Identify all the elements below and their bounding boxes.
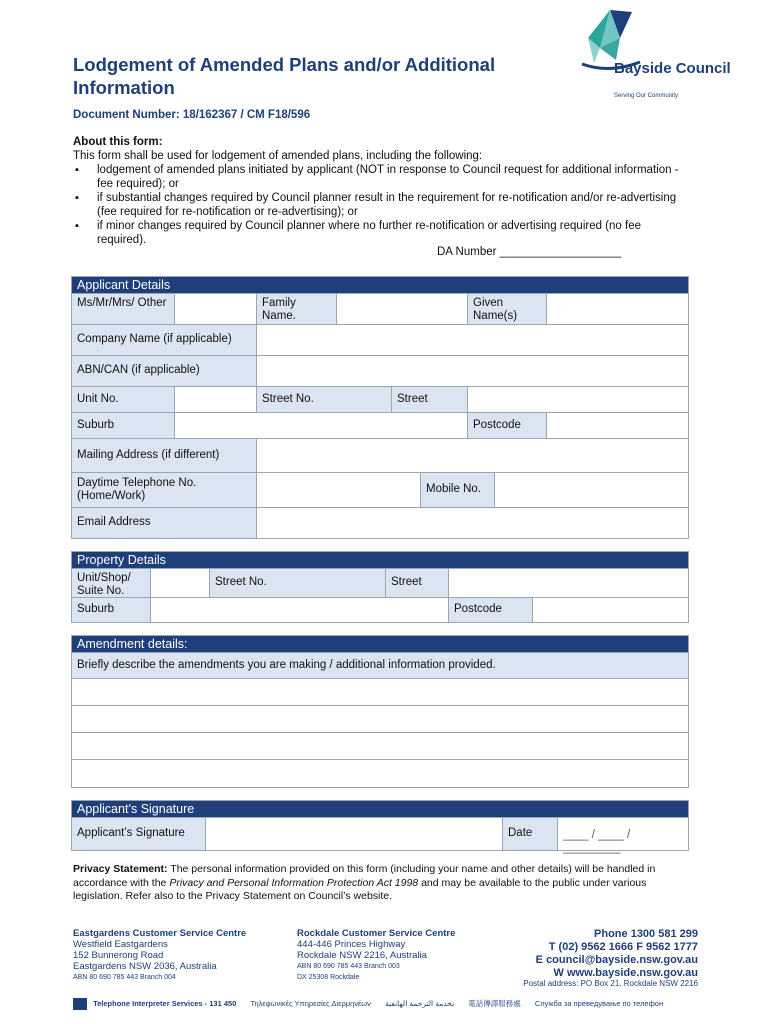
suburb-label: Suburb [72,598,151,622]
title-input[interactable] [175,294,257,324]
privacy-heading: Privacy Statement: [73,863,168,875]
street-input[interactable] [449,569,688,597]
section-heading: Applicant’s Signature [72,801,688,818]
privacy-act: Privacy and Personal Information Protection Act 1998 [169,876,419,889]
language-chinese: 電話傳譯服務處 [468,999,521,1008]
postcode-input[interactable] [533,598,688,622]
privacy-text-b: and may be available to the public under various legislation. Refer also to the Privacy Statement on Council’s website. [73,876,647,902]
unit-no-label: Unit No. [72,387,175,412]
da-number-field[interactable]: DA Number ___________________ [437,246,622,258]
email-label: Email Address [72,508,257,538]
amendment-line-1[interactable] [72,679,688,705]
family-name-label: Family Name. [257,294,337,324]
language-macedonian: Служба за преведување по телефон [534,999,664,1008]
language-arabic: بخدمة الترجمة الهاتفية [385,999,455,1008]
rockdale-abn: ABN 80 690 785 443 Branch 003 [297,963,400,970]
mobile-input[interactable] [495,473,688,507]
mailing-address-input[interactable] [257,439,688,472]
tel-fax: T (02) 9562 1666 F 9562 1777 [548,941,698,953]
amendment-prompt: Briefly describe the amendments you are making / additional information provided. [72,653,688,678]
postcode-input[interactable] [547,413,688,438]
amendment-line-2[interactable] [72,706,688,732]
section-heading: Applicant Details [72,277,688,294]
document-number: Document Number: 18/162367 / CM F18/596 [73,109,311,121]
eastgardens-heading: Eastgardens Customer Service Centre [73,928,247,939]
privacy-statement [73,863,693,904]
signature-section [71,800,689,854]
mobile-label: Mobile No. [421,473,495,507]
suburb-input[interactable] [151,598,449,622]
language-greek: Τηλεφωνικές Υπηρεσίες Διερμηνέων [250,999,371,1008]
street-no-label: Street No. [210,569,386,597]
form-title: Lodgement of Amended Plans and/or Additional Information [73,54,496,98]
company-name-label: Company Name (if applicable) [72,325,257,355]
list-item: ▪ if substantial changes required by Council planner result in the requirement for re-notification and/or re-advertising (fee required for re-notification or re-advertising); or [73,191,693,219]
list-item: ▪ if minor changes required by Council planner where no further re-notification or advertising required (no fee required). [73,219,693,247]
address-line: 444-446 Princes Highway [297,939,406,950]
company-name-input[interactable] [257,325,688,355]
eastgardens-abn: ABN 80 690 785 443 Branch 004 [73,974,176,981]
abn-input[interactable] [257,356,688,386]
about-list [73,163,693,247]
web-link[interactable]: W www.bayside.nsw.gov.au [553,967,698,979]
address-line: 152 Bunnerong Road [73,950,164,961]
title-label: Ms/Mr/Mrs/ Other [72,294,175,324]
about-intro: This form shall be used for lodgement of amended plans, including the following: [73,150,483,162]
street-input[interactable] [468,387,688,412]
street-no-label: Street No. [257,387,392,412]
rockdale-heading: Rockdale Customer Service Centre [297,928,456,939]
section-heading: Amendment details: [72,636,688,653]
daytime-phone-input[interactable] [257,473,421,507]
property-details-section [71,551,689,623]
about-heading: About this form: [73,136,163,148]
address-line: Rockdale NSW 2216, Australia [297,950,427,961]
footer [73,928,698,1024]
unit-no-input[interactable] [175,387,257,412]
family-name-input[interactable] [337,294,468,324]
daytime-phone-label: Daytime Telephone No. (Home/Work) [72,473,257,507]
about-section [73,135,693,247]
rockdale-address [297,928,455,983]
suburb-label: Suburb [72,413,175,438]
list-item: ▪ lodgement of amended plans initiated by applicant (NOT in response to Council request for additional information - fee required); or [73,163,693,191]
logo-wordmark: Bayside Council [614,60,731,77]
date-label: Date [503,818,558,850]
signature-label: Applicant’s Signature [72,818,206,850]
postcode-label: Postcode [468,413,547,438]
applicant-details-section [71,276,689,539]
amendment-details-section [71,635,689,788]
interpreter-service: Telephone Interpreter Services - 131 450 [93,999,237,1008]
street-label: Street [392,387,468,412]
signature-input[interactable] [206,818,503,850]
street-label: Street [386,569,449,597]
phone-main: Phone 1300 581 299 [594,928,698,940]
address-line: Eastgardens NSW 2036, Australia [73,961,217,972]
unit-shop-input[interactable] [151,569,210,597]
unit-shop-label: Unit/Shop/ Suite No. [72,569,151,597]
date-input[interactable]: ____ / ____ / _________ [558,818,688,850]
logo-tagline: Serving Our Community [614,93,679,99]
rockdale-dx: DX 25308 Rockdale [297,974,360,981]
postal-address: Postal address: PO Box 21, Rockdale NSW 2216 [523,979,698,988]
amendment-line-4[interactable] [72,760,688,787]
interpreter-bar [73,998,698,1010]
email-input[interactable] [257,508,688,538]
section-heading: Property Details [72,552,688,569]
privacy-text-a: The personal information provided on this form (including your name and other details) will be handled in accordance with the [73,863,656,889]
given-names-input[interactable] [547,294,688,324]
eastgardens-address [73,928,246,983]
amendment-line-3[interactable] [72,733,688,759]
postcode-label: Postcode [449,598,533,622]
interpreter-icon [73,998,87,1010]
suburb-input[interactable] [175,413,468,438]
mailing-address-label: Mailing Address (if different) [72,439,257,472]
abn-label: ABN/CAN (if applicable) [72,356,257,386]
email-link[interactable]: E council@bayside.nsw.gov.au [535,954,698,966]
contact-details [536,928,698,980]
given-names-label: Given Name(s) [468,294,547,324]
address-line: Westfield Eastgardens [73,939,168,950]
